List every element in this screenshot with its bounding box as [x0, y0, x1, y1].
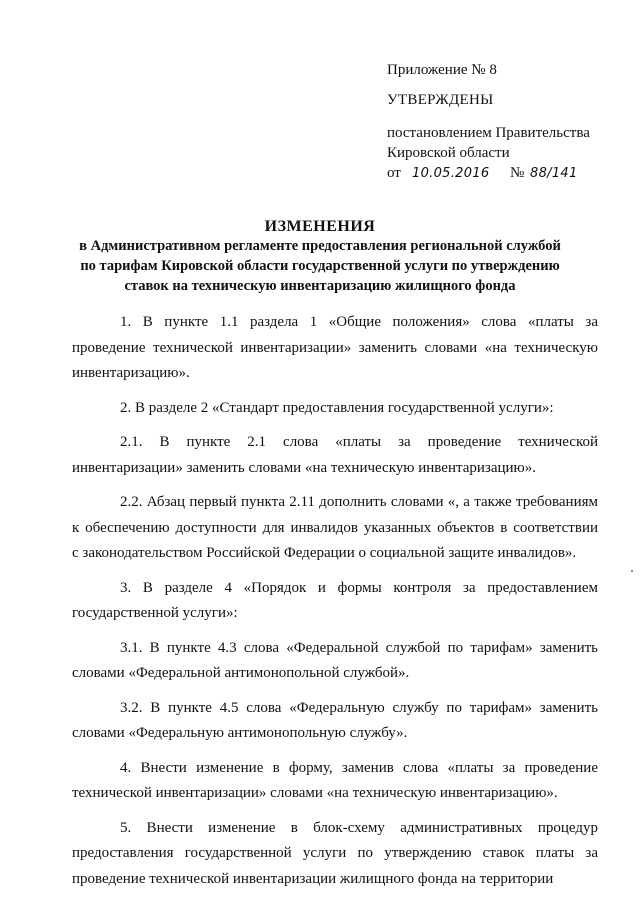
paragraph [72, 696, 598, 747]
paragraph [72, 490, 598, 567]
paragraph-line: государственной услуги»: [72, 605, 238, 621]
paragraph-line: 2. В разделе 2 «Стандарт предоставления государственной услуги»: [120, 399, 554, 416]
paragraph [72, 756, 598, 807]
paragraph-line: 4. Внести изменение в форму, заменив слова «платы за проведение [120, 759, 598, 776]
paragraph [72, 396, 598, 422]
decree-line-2: Кировской области [387, 145, 510, 161]
number-prefix: № [510, 165, 525, 181]
decree-line-1: постановлением Правительства [387, 125, 590, 141]
paragraph-line: словами «Федеральной антимонопольной службой». [72, 665, 410, 681]
document-title: ИЗМЕНЕНИЯ [264, 218, 376, 235]
document-subtitle [40, 236, 600, 296]
paragraph-line: к обеспечению доступности для инвалидов указанных объектов в соответствии [72, 519, 598, 536]
paragraph [72, 430, 598, 481]
paragraph-line: 3.1. В пункте 4.3 слова «Федеральной службой по тарифам» заменить [120, 639, 598, 656]
appendix-number: Приложение № 8 [387, 62, 497, 78]
handwritten-date: 10.05.2016 [412, 166, 490, 181]
paragraph [72, 636, 598, 687]
scan-artifact [631, 570, 633, 572]
paragraph-line: 2.2. Абзац первый пункта 2.11 дополнить словами «, а также требованиям [120, 494, 598, 510]
paragraph-line: проведение технической инвентаризации жилищного фонда на территории [72, 870, 554, 887]
approved-heading: УТВЕРЖДЕНЫ [387, 92, 494, 108]
decree-date-number-line [387, 163, 627, 185]
paragraph [72, 310, 598, 387]
date-prefix: от [387, 165, 401, 181]
paragraph-line: технической инвентаризации» словами «на техническую инвентаризацию». [72, 785, 558, 801]
paragraph-line: инвентаризации» заменить словами «на техническую инвентаризацию». [72, 459, 536, 476]
paragraph [72, 576, 598, 627]
subtitle-line-3: ставок на техническую инвентаризацию жилищного фонда [124, 278, 516, 294]
paragraph-line: 5. Внести изменение в блок-схему административных процедур [120, 819, 598, 836]
subtitle-line-2: по тарифам Кировской области государственной услуги по утверждению [80, 258, 560, 274]
paragraph-line: инвентаризацию». [72, 365, 190, 381]
paragraph-line: словами «Федеральную антимонопольную службу». [72, 725, 408, 741]
paragraph-line: предоставления государственной услуги по утверждению ставок платы за [72, 845, 598, 861]
document-body [72, 310, 598, 901]
subtitle-line-1: в Административном регламенте предоставления региональной службой [79, 238, 561, 254]
paragraph-line: с законодательством Российской Федерации о социальной защите инвалидов». [72, 545, 577, 561]
paragraph [72, 816, 598, 893]
paragraph-line: 1. В пункте 1.1 раздела 1 «Общие положения» слова «платы за [120, 314, 598, 330]
paragraph-line: 3.2. В пункте 4.5 слова «Федеральную службу по тарифам» заменить [120, 699, 598, 716]
paragraph-line: 2.1. В пункте 2.1 слова «платы за проведение технической [120, 434, 598, 450]
handwritten-number: 88/141 [530, 166, 578, 181]
paragraph-line: 3. В разделе 4 «Порядок и формы контроля за предоставлением [120, 579, 598, 596]
paragraph-line: проведение технической инвентаризации» заменить словами «на техническую [72, 339, 598, 356]
approval-block [387, 60, 627, 185]
